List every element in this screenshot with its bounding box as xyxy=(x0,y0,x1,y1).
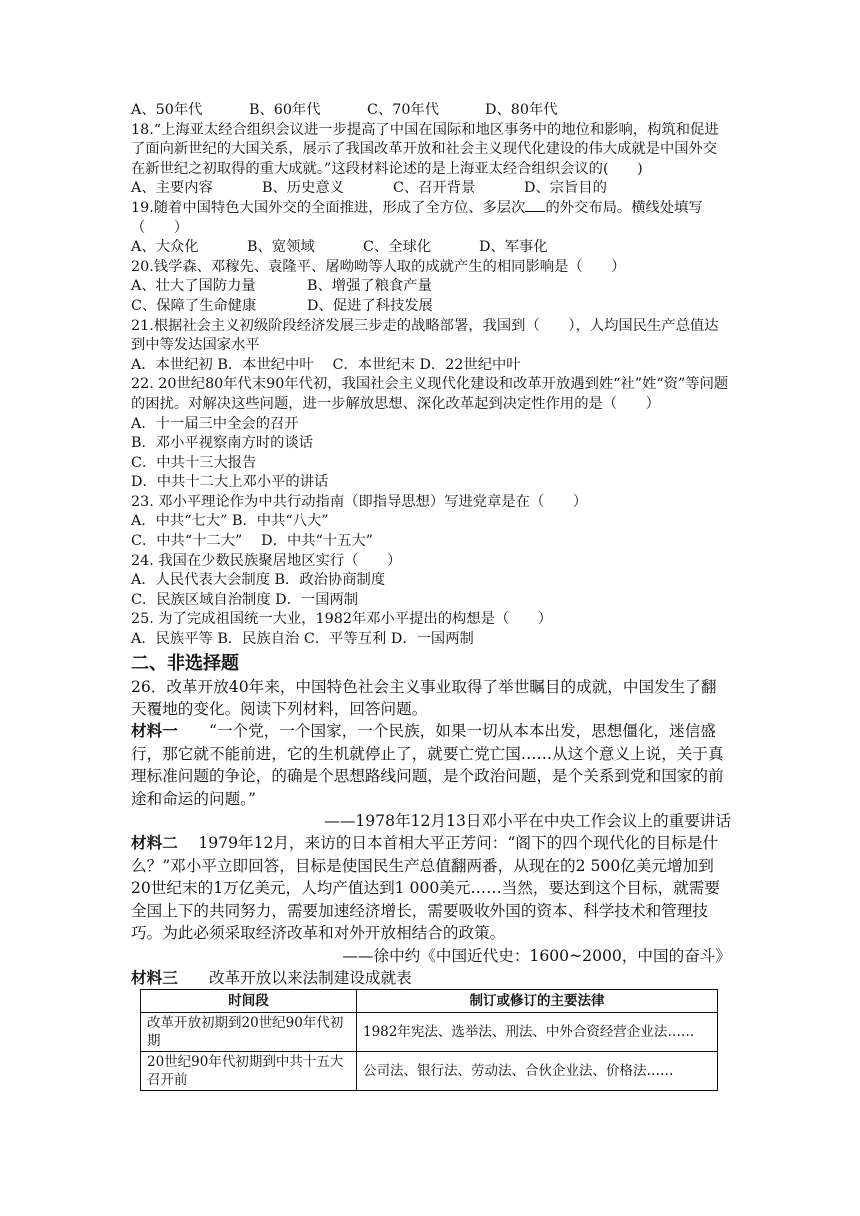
q23-options-row2: C．中共“十二大” D．中共“十五大” xyxy=(131,533,374,550)
material-two-source: ——徐中约《中国近代史：1600~2000，中国的奋斗》 xyxy=(342,946,731,965)
q18-option-d: D、宗旨目的 xyxy=(524,180,607,197)
q22-option-d: D．中共十二大上邓小平的讲话 xyxy=(131,474,329,491)
q18-options xyxy=(131,179,731,199)
q21-options: A．本世纪初 B．本世纪中叶 C．本世纪末 D．22世纪中叶 xyxy=(131,356,521,373)
q19-option-d: D、军事化 xyxy=(479,239,548,256)
q17-option-a: A、50年代 xyxy=(131,102,203,118)
material-one-text: “一个党，一个国家，一个民族，如果一切从本本出发，思想僵化，迷信盛行，那它就不能前进，它的生机就停止了，就要亡党亡国……从这个意义上说，关于真理标准问题的争论，的确是个思想路线问题，是个政治问题，是个关系到党和国家的前途和命运的问题。” xyxy=(131,722,724,808)
q20-option-b: B、增强了粮食产量 xyxy=(307,278,432,295)
q23-options-row1: A．中共“七大” B．中共“八大” xyxy=(131,513,329,530)
material-three xyxy=(131,967,731,989)
table-header-period: 时间段 xyxy=(141,990,357,1013)
table-row xyxy=(141,1013,718,1052)
q19-options xyxy=(131,238,731,258)
q20-options-row2 xyxy=(131,297,731,317)
q20-stem: 20.钱学森、邓稼先、袁隆平、屠呦呦等人取的成就产生的相同影响是（ ） xyxy=(131,258,626,275)
q17-option-c: C、70年代 xyxy=(367,102,440,118)
q22-option-c: C．中共十三大报告 xyxy=(131,454,257,471)
q20-option-c: C、保障了生命健康 xyxy=(131,297,257,314)
q23-stem: 23. 邓小平理论作为中共行动指南（即指导思想）写进党章是在（ ） xyxy=(131,493,588,510)
q18-option-c: C、召开背景 xyxy=(393,180,476,197)
q17-option-d: D、80年代 xyxy=(485,102,558,118)
table-cell-period: 20世纪90年代初期到中共十五大召开前 xyxy=(141,1052,357,1091)
q24-options-row1: A．人民代表大会制度 B．政治协商制度 xyxy=(131,572,386,589)
q20-option-a: A、壮大了国防力量 xyxy=(131,278,256,295)
table-cell-laws: 1982年宪法、选举法、刑法、中外合资经营企业法…… xyxy=(357,1013,718,1052)
material-three-label: 材料三 xyxy=(131,968,178,987)
q21-stem: 21.根据社会主义初级阶段经济发展三步走的战略部署，我国到（ ），人均国民生产总值达到中等发达国家水平 xyxy=(131,317,719,354)
material-two xyxy=(131,832,731,944)
q19-option-c: C、全球化 xyxy=(363,239,432,256)
table-header-row xyxy=(141,990,718,1013)
q20-options-row1 xyxy=(131,277,731,297)
table-cell-period: 改革开放初期到20世纪90年代初期 xyxy=(141,1013,357,1052)
material-two-text: 1979年12月，来访的日本首相大平正芳问：“阁下的四个现代化的目标是什么？”邓小平立即回答，目标是使国民生产总值翻两番，从现在的2 500亿美元增加到20世纪末的1万亿美元，人均产值达到1 000美元……当然，要达到这个目标，就需要全国上下的共同努力，需要加速经济增长，需要吸收外国的资本、科学技术和管理技巧。为此必须采取经济改革和对外开放相结合的政策。 xyxy=(131,834,720,943)
q24-stem: 24. 我国在少数民族聚居地区实行（ ） xyxy=(131,552,402,569)
q18-option-b: B、历史意义 xyxy=(262,180,344,197)
blank-underline xyxy=(525,199,545,212)
q22-option-b: B．邓小平视察南方时的谈话 xyxy=(131,435,314,452)
q17-options xyxy=(131,101,731,121)
q18-option-a: A、主要内容 xyxy=(131,180,213,197)
law-table xyxy=(140,989,718,1091)
q19-option-b: B、宽领域 xyxy=(247,239,315,256)
material-one-source: ——1978年12月13日邓小平在中央工作会议上的重要讲话 xyxy=(324,812,731,831)
q22-option-a: A．十一届三中全会的召开 xyxy=(131,415,299,432)
q19-stem-part1: 19.随着中国特色大国外交的全面推进，形成了全方位、多层次 xyxy=(131,199,526,216)
material-three-caption: 改革开放以来法制建设成就表 xyxy=(177,968,412,987)
q19-option-a: A、大众化 xyxy=(131,239,199,256)
section-title: 二、非选择题 xyxy=(131,652,239,674)
material-one xyxy=(131,720,731,810)
material-one-label: 材料一 xyxy=(131,722,178,741)
q22-stem: 22. 20世纪80年代末90年代初，我国社会主义现代化建设和改革开放遇到姓“社”姓“资”等问题的困扰。对解决这些问题，进一步解放思想、深化改革起到决定性作用的是（ ） xyxy=(131,376,729,412)
q18-stem: 18.“上海亚太经合组织会议进一步提高了中国在国际和地区事务中的地位和影响，构筑和促进了面向新世纪的大国关系，展示了我国改革开放和社会主义现代化建设的伟大成就是中国外交在新世纪之初取得的重大成就。”这段材料论述的是上海亚太经合组织会议的( ) xyxy=(131,121,719,177)
q25-stem: 25. 为了完成祖国统一大业，1982年邓小平提出的构想是（ ） xyxy=(131,611,553,628)
q19-stem-part2: 的外交布局。横线处填写（ ） xyxy=(131,199,703,236)
q20-option-d: D、促进了科技发展 xyxy=(307,297,433,314)
q25-options: A．民族平等 B．民族自治 C．平等互利 D．一国两制 xyxy=(131,631,474,648)
exam-page xyxy=(131,101,731,1091)
table-cell-laws: 公司法、银行法、劳动法、合伙企业法、价格法…… xyxy=(357,1052,718,1091)
q24-options-row2: C．民族区域自治制度 D．一国两制 xyxy=(131,591,359,608)
table-header-laws: 制订或修订的主要法律 xyxy=(357,990,718,1013)
q19-stem xyxy=(131,199,731,238)
q17-option-b: B、60年代 xyxy=(249,102,321,118)
q26-intro: 26．改革开放40年来，中国特色社会主义事业取得了举世瞩目的成就，中国发生了翻天覆地的变化。阅读下列材料，回答问题。 xyxy=(131,677,717,719)
material-two-label: 材料二 xyxy=(131,834,178,853)
table-row xyxy=(141,1052,718,1091)
